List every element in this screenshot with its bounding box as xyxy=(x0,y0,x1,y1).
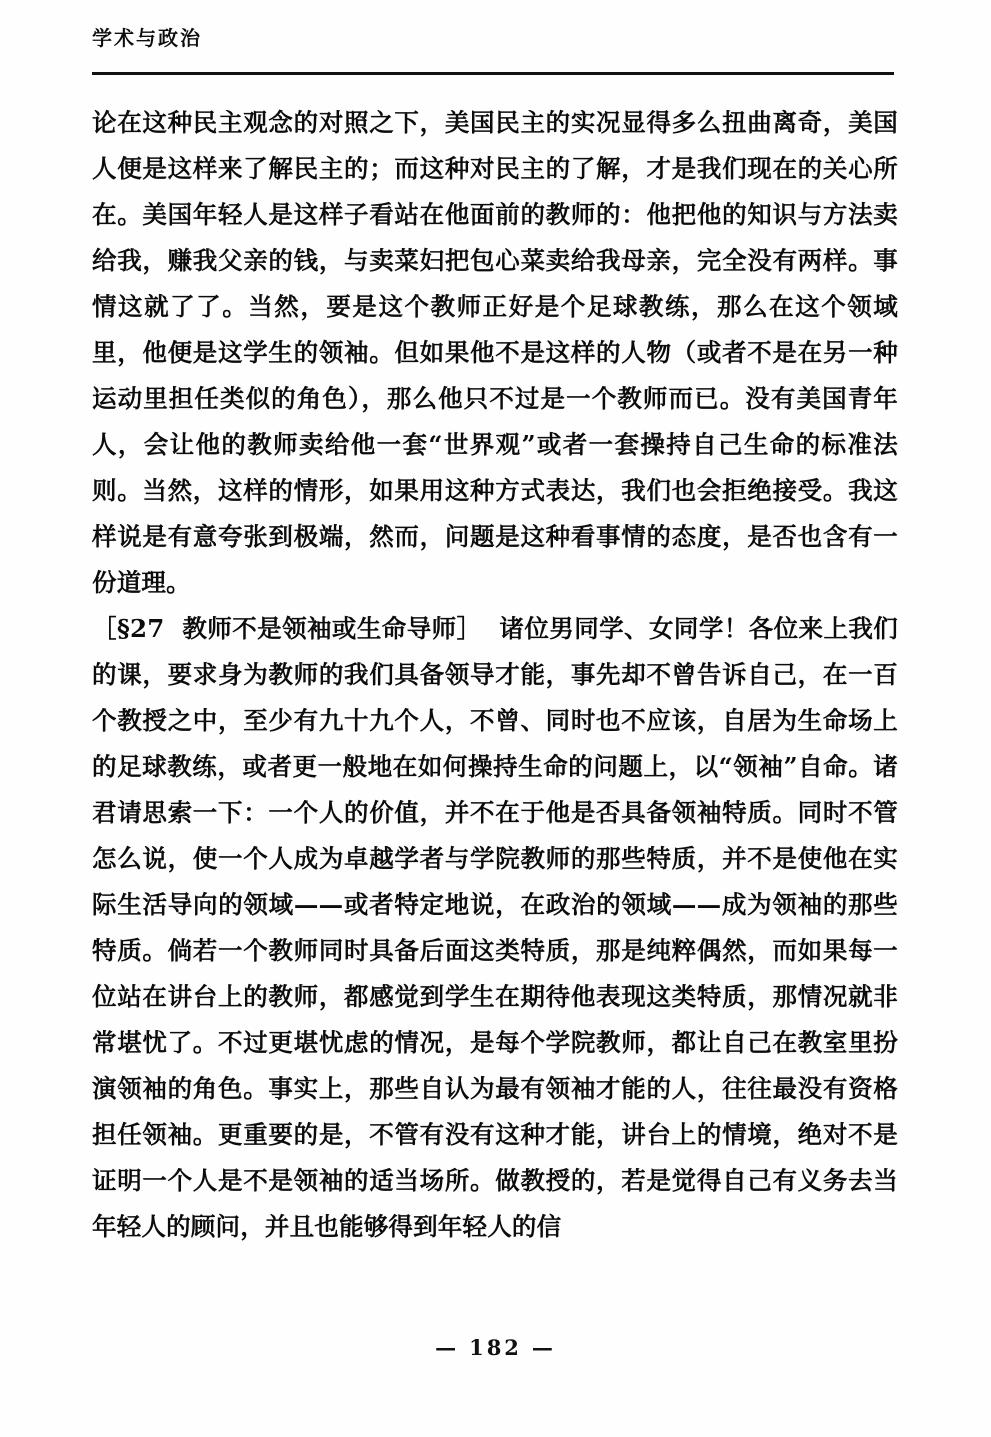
running-header: 学术与政治 xyxy=(92,26,202,50)
section-bracket-open: ［ xyxy=(92,614,117,643)
footer-dash-left: — xyxy=(435,1335,460,1360)
paragraph-1: 论在这种民主观念的对照之下，美国民主的实况显得多么扭曲离奇，美国人便是这样来了解民主的；而这种对民主的了解，才是我们现在的关心所在。美国年轻人是这样子看站在他面前的教师的：他把他的知识与方法卖给我，赚我父亲的钱，与卖菜妇把包心菜卖给我母亲，完全没有两样。事情这就了了。当然，要是这个教师正好是个足球教练，那么在这个领域里，他便是这学生的领袖。但如果他不是这样的人物（或者不是在另一种运动里担任类似的角色），那么他只不过是一个教师而已。没有美国青年人，会让他的教师卖给他一套“世界观”或者一套操持自己生命的标准法则。当然，这样的情形，如果用这种方式表达，我们也会拒绝接受。我这样说是有意夸张到极端，然而，问题是这种看事情的态度，是否也含有一份道理。 xyxy=(92,108,898,597)
section-number: §27 xyxy=(116,614,165,643)
section-gap xyxy=(164,614,182,643)
page-footer xyxy=(0,1335,991,1360)
section-title: 教师不是领袖或生命导师 xyxy=(182,614,457,643)
paragraph-section-27 xyxy=(92,606,898,1250)
section-bracket-close: ］ xyxy=(456,614,482,643)
section-gap-2 xyxy=(482,614,500,643)
footer-dash-right: — xyxy=(531,1335,556,1360)
page-body xyxy=(92,100,898,1250)
header-divider xyxy=(92,72,894,75)
section-body-text: 诸位男同学、女同学！各位来上我们的课，要求身为教师的我们具备领导才能，事先却不曾告诉自己，在一百个教授之中，至少有九十九个人，不曾、同时也不应该，自居为生命场上的足球教练，或者更一般地在如何操持生命的问题上，以“领袖”自命。诸君请思索一下：一个人的价值，并不在于他是否具备领袖特质。同时不管怎么说，使一个人成为卓越学者与学院教师的那些特质，并不是使他在实际生活导向的领域——或者特定地说，在政治的领域——成为领袖的那些特质。倘若一个教师同时具备后面这类特质，那是纯粹偶然，而如果每一位站在讲台上的教师，都感觉到学生在期待他表现这类特质，那情况就非常堪忧了。不过更堪忧虑的情况，是每个学院教师，都让自己在教室里扮演领袖的角色。事实上，那些自认为最有领袖才能的人，往往最没有资格担任领袖。更重要的是，不管有没有这种才能，讲台上的情境，绝对不是证明一个人是不是领袖的适当场所。做教授的，若是觉得自己有义务去当年轻人的顾问，并且也能够得到年轻人的信 xyxy=(92,614,899,1241)
page-number: 182 xyxy=(469,1335,522,1360)
